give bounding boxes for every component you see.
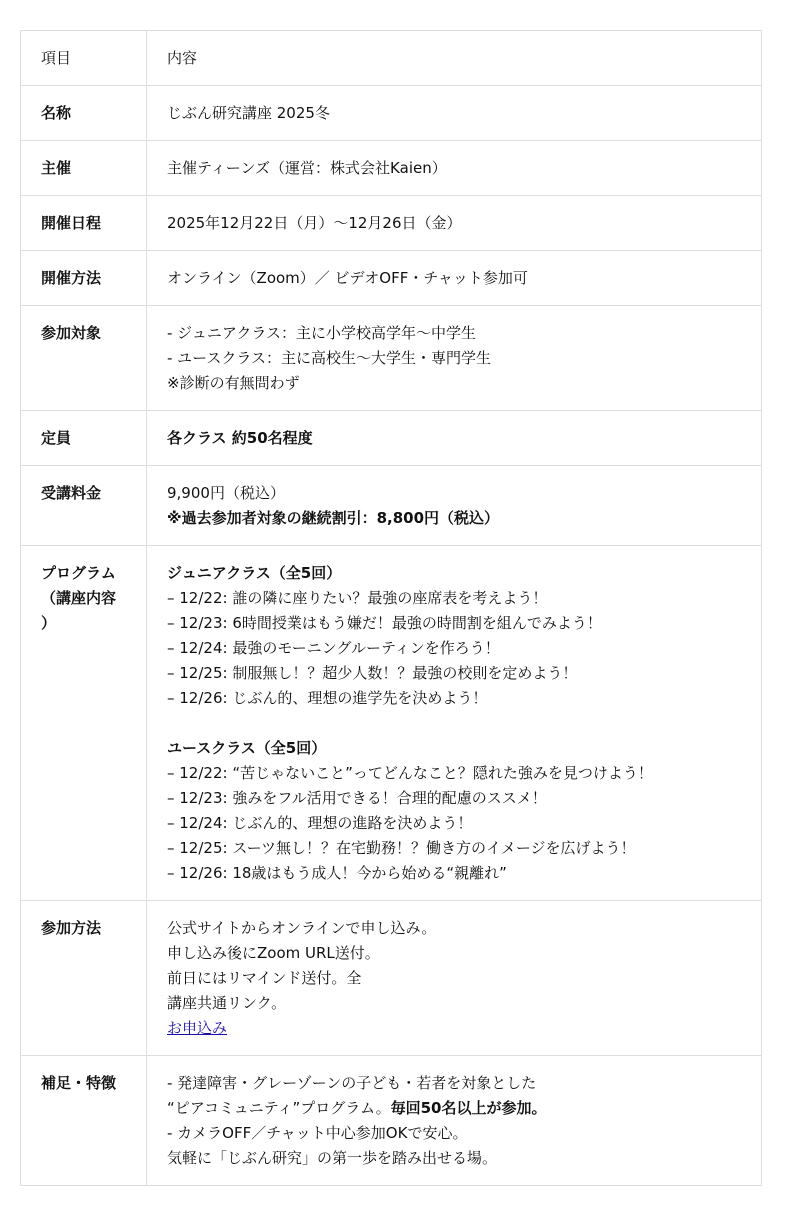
program-item: – 12/25: スーツ無し！？在宅勤務！？働き方のイメージを広げよう！: [167, 839, 636, 857]
row-value-text: - ジュニアクラス：主に小学校高学年〜中学生: [167, 324, 476, 342]
row-key-label: プログラム: [41, 564, 116, 582]
row-value-text: 申し込み後にZoom URL送付。: [167, 944, 380, 962]
program-spacer: [167, 711, 741, 736]
program-item: – 12/22: 誰の隣に座りたい？最強の座席表を考えよう！: [167, 589, 548, 607]
row-value-text: - ユースクラス：主に高校生〜大学生・専門学生: [167, 349, 491, 367]
row-value-text: 公式サイトからオンラインで申し込み。: [167, 919, 437, 937]
row-key-label: 名称: [41, 104, 72, 122]
program-item: – 12/23: 6時間授業はもう嫌だ！最強の時間割を組んでみよう！: [167, 614, 602, 632]
row-key-label: 参加対象: [41, 324, 102, 342]
row-key-label: 開催日程: [41, 214, 102, 232]
row-key-label: （講座内容: [41, 589, 117, 607]
row-key-label: 補足・特徴: [41, 1074, 117, 1092]
row-schedule: [21, 196, 762, 251]
row-program: [21, 546, 762, 901]
row-value-text: 各クラス 約50名程度: [167, 429, 313, 447]
youth-class-title: ユースクラス（全5回）: [167, 739, 327, 757]
row-value-text: ※診断の有無問わず: [167, 374, 300, 392]
row-value-text: じぶん研究講座 2025冬: [167, 104, 330, 122]
apply-link[interactable]: お申込み: [167, 1019, 228, 1037]
program-item: – 12/22: “苦じゃないこと”ってどんなこと？隠れた強みを見つけよう！: [167, 764, 653, 782]
row-how-to-join: [21, 901, 762, 1056]
program-item: – 12/24: じぶん的、理想の進路を決めよう！: [167, 814, 473, 832]
row-value-text: 9,900円（税込）: [167, 484, 285, 502]
row-key-label: 定員: [41, 429, 72, 447]
row-value-text: - カメラOFF／チャット中心参加OKで安心。: [167, 1124, 468, 1142]
row-method: [21, 251, 762, 306]
row-target: [21, 306, 762, 411]
table-header-row: [21, 31, 762, 86]
program-item: – 12/24: 最強のモーニングルーティンを作ろう！: [167, 639, 500, 657]
header-value-label: 内容: [167, 49, 198, 67]
program-item: – 12/25: 制服無し！？超少人数！？最強の校則を定めよう！: [167, 664, 578, 682]
row-value-text: 前日にはリマインド送付。全: [167, 969, 362, 987]
peer-community-line: [167, 1096, 741, 1121]
program-item: – 12/23: 強みをフル活用できる！合理的配慮のススメ！: [167, 789, 547, 807]
row-value-text: - 発達障害・グレーゾーンの子ども・若者を対象とした: [167, 1074, 537, 1092]
row-key-label: 主催: [41, 159, 72, 177]
row-organizer: [21, 141, 762, 196]
row-value-text: 主催ティーンズ（運営：株式会社Kaien）: [167, 159, 447, 177]
row-value-text: 講座共通リンク。: [167, 994, 287, 1012]
row-capacity: [21, 411, 762, 466]
row-key-label: ）: [41, 614, 57, 632]
discount-note: ※過去参加者対象の継続割引：8,800円（税込）: [167, 509, 500, 527]
row-key-label: 開催方法: [41, 269, 102, 287]
program-item: – 12/26: 18歳はもう成人！今から始める“親離れ”: [167, 864, 507, 882]
row-features: [21, 1056, 762, 1186]
header-value-cell: [147, 31, 762, 86]
peer-community-text: “ピアコミュニティ”プログラム。: [167, 1099, 391, 1117]
participants-highlight: 毎回50名以上が参加。: [390, 1099, 547, 1117]
header-key-label: 項目: [41, 49, 72, 67]
program-item: – 12/26: じぶん的、理想の進学先を決めよう！: [167, 689, 488, 707]
row-key-label: 受講料金: [41, 484, 102, 502]
junior-class-title: ジュニアクラス（全5回）: [167, 564, 342, 582]
row-fee: [21, 466, 762, 546]
row-key-label: 参加方法: [41, 919, 102, 937]
row-value-text: 2025年12月22日（月）〜12月26日（金）: [167, 214, 462, 232]
row-value-text: オンライン（Zoom）／ ビデオOFF・チャット参加可: [167, 269, 528, 287]
row-name: [21, 86, 762, 141]
header-key-cell: [21, 31, 147, 86]
event-info-table: [20, 30, 762, 1186]
row-value-text: 気軽に「じぶん研究」の第一歩を踏み出せる場。: [167, 1149, 498, 1167]
